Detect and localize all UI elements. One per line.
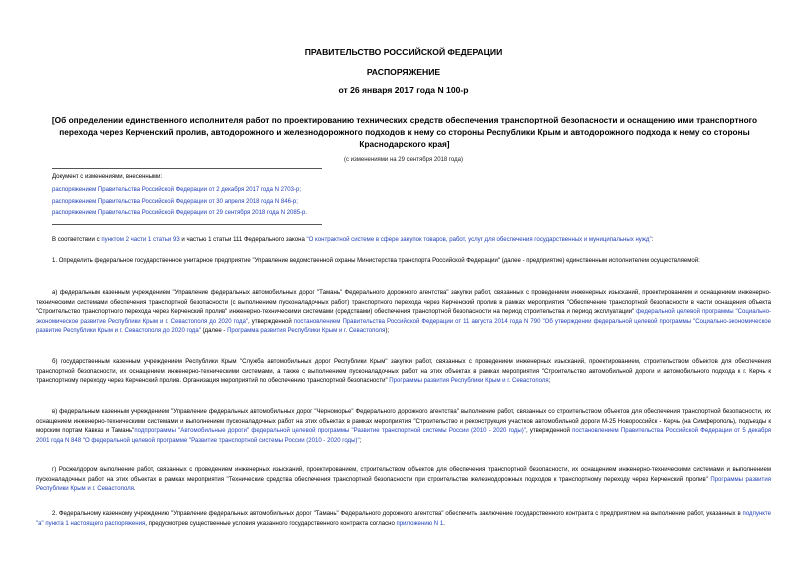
program-short-link[interactable]: Программа развития Республики Крым и г. Севастополя [227,328,386,335]
divider-top [52,168,322,169]
subprogram-link[interactable]: подпрограммы "Автомобильные дороги" федеральной целевой программы "Развитие транспортной системы России (2010 - 2020 годы)" [134,428,526,435]
change-link[interactable]: распоряжением Правительства Российской Федерации от 29 сентября 2018 года N 2085-р. [52,210,308,216]
resolution-link[interactable]: постановлением Правительства Российской Федерации от 11 августа 2014 года N 790 "Об утверждении федеральной целевой программы "Социально-экономическое развитие Республики Крым и г. Севастополя до 2020 года" [36,318,772,335]
document-date-number: от 26 января 2017 года N 100-р [338,85,469,95]
law-article-link[interactable]: пунктом 2 части 1 статьи 93 [101,237,180,243]
appendix-link[interactable]: приложению N 1 [396,520,444,527]
program-short-link[interactable]: Программы развития Республики Крым и г. Севастополя [36,476,771,493]
program-link[interactable]: федеральной целевой программы "Социально-экономическое развитие Республики Крым и г. Севастополя до 2020 года" [36,309,771,325]
changes-title: Документ с изменениями, внесенными: [52,174,163,180]
amendment-note: (с изменениями на 29 сентября 2018 года) [344,157,463,163]
paragraph-2: 2. Федеральному казенному учреждению "Управление федеральных автомобильных дорог "Тамань" Федерального дорожного агентства" обеспечить заключение государственного контракта с предприятием на выполнение работ, указанных в подпункте "а" пункта 1 настоящего распоряжения, предусмотрев существенные условия указанного государственного контракта согласно приложению N 1. [36,511,771,527]
paragraph-g: г) Росжелдором выполнение работ, связанных с проведением инженерных изысканий, проектированием, строительством объектов для обеспечения транспортной безопасности, их оснащением инженерно-техническими системами и выполнением пусконаладочных работ на этих объектах в рамках мероприятия "Технические средства обеспечения транспортной безопасности при строительстве железнодорожных подходов к транспортному переходу через Керченский пролив" Программы развития Республики Крым и г. Севастополя. [36,467,771,493]
changes-list [52,185,307,220]
divider-bottom [52,224,322,225]
paragraph-v: в) федеральным казенным учреждением "Управление федеральных автомобильных дорог "Черноморье" Федерального дорожного агентства" выполнение работ, связанных со строительством объектов для обеспечения транспортной безопасности, их оснащением инженерно-техническими системами и выполнением пусконаладочных работ на этих объектах в рамках мероприятия "Строительство и реконструкция участков автомобильной дороги М-25 Новороссийск - Керчь (на Симферополь), подъезды к морским портам Кавказ и Тамань"подпрограммы "Автомобильные дороги" федеральной целевой программы "Развитие транспортной системы России (2010 - 2020 годы)", утвержденной постановлением Правительства Российской Федерации от 5 декабря 2001 года N 848 "О федеральной целевой программе "Развитие транспортной системы России (2010 - 2020 годы)"; [36,409,772,444]
paragraph-preamble: В соответствии с пунктом 2 части 1 статьи 93 и частью 1 статьи 111 Федерального закона "О контрактной системе в сфере закупок товаров, работ, услуг для обеспечения государственных и муниципальных нужд": [52,237,654,243]
paragraph-1: 1. Определить федеральное государственное унитарное предприятие "Управление ведомственной охраны Министерства транспорта Российской Федерации" (далее - предприятие) единственным исполнителем осуществляемой: [52,258,700,264]
resolution-link[interactable]: постановлением Правительства Российской Федерации от 5 декабря 2001 года N 848 "О федеральной целевой программе "Развитие транспортной системы России (2010 - 2020 годы)" [36,428,772,444]
paragraph-a: а) федеральным казенным учреждением "Управление федеральных автомобильных дорог "Тамань" Федерального дорожного агентства" закупки работ, связанных с проведением инженерных изысканий, проектированием и оснащением инженерно-техническими системами обеспечения транспортной безопасности (с выполнением пусконаладочных работ) транспортного перехода через Керченский пролив в рамках мероприятия "Обеспечение транспортной безопасности в части оснащения объекта "Строительство транспортного перехода через Керченский пролив" инженерно-техническими системами (средствами) обеспечения транспортной безопасности на период строительства и период эксплуатации" федеральной целевой программы "Социально-экономическое развитие Республики Крым и г. Севастополя до 2020 года", утвержденной постановлением Правительства Российской Федерации от 11 августа 2014 года N 790 "Об утверждении федеральной целевой программы "Социально-экономическое развитие Республики Крым и г. Севастополя до 2020 года" (далее - Программа развития Республики Крым и г. Севастополя); [36,290,772,335]
federal-law-link[interactable]: "О контрактной системе в сфере закупок товаров, работ, услуг для обеспечения государственных и муниципальных нужд" [306,237,652,243]
change-link[interactable]: распоряжением Правительства Российской Федерации от 2 декабря 2017 года N 2703-р; [52,187,301,193]
document-subtitle: [Об определении единственного исполнителя работ по проектированию технических средств обеспечения транспортной безопасности и оснащению ими транспортного перехода через Керченский пролив, автодорожного и железнодорожного подходов к нему со стороны Республики Крым и автодорожного подхода к нему со стороны Краснодарского края] [51,115,758,149]
program-short-link[interactable]: Программы развития Республики Крым и г. Севастополя [389,378,549,385]
subclause-link[interactable]: подпункте "а" пункта 1 настоящего распоряжения [36,511,771,527]
document-type-title: РАСПОРЯЖЕНИЕ [366,67,441,77]
paragraph-b: б) государственным казенным учреждением Республики Крым "Служба автомобильных дорог Республики Крым" закупки работ, связанных с проведением инженерных изысканий, проектированием, строительством объектов для обеспечения транспортной безопасности, их оснащением инженерно-техническими системами, а также с выполнением пусконаладочных работ на этих объектах в рамках мероприятия "Строительство автомобильной дороги и автомобильного подхода к г. Керчь к транспортному переходу через Керченский пролив. Организация мероприятий по обеспечению транспортной безопасности" Программы развития Республики Крым и г. Севастополя; [36,359,771,385]
change-link[interactable]: распоряжением Правительства Российской Федерации от 30 апреля 2018 года N 846-р; [52,198,298,205]
document-org-title: ПРАВИТЕЛЬСТВО РОССИЙСКОЙ ФЕДЕРАЦИИ [304,47,503,57]
